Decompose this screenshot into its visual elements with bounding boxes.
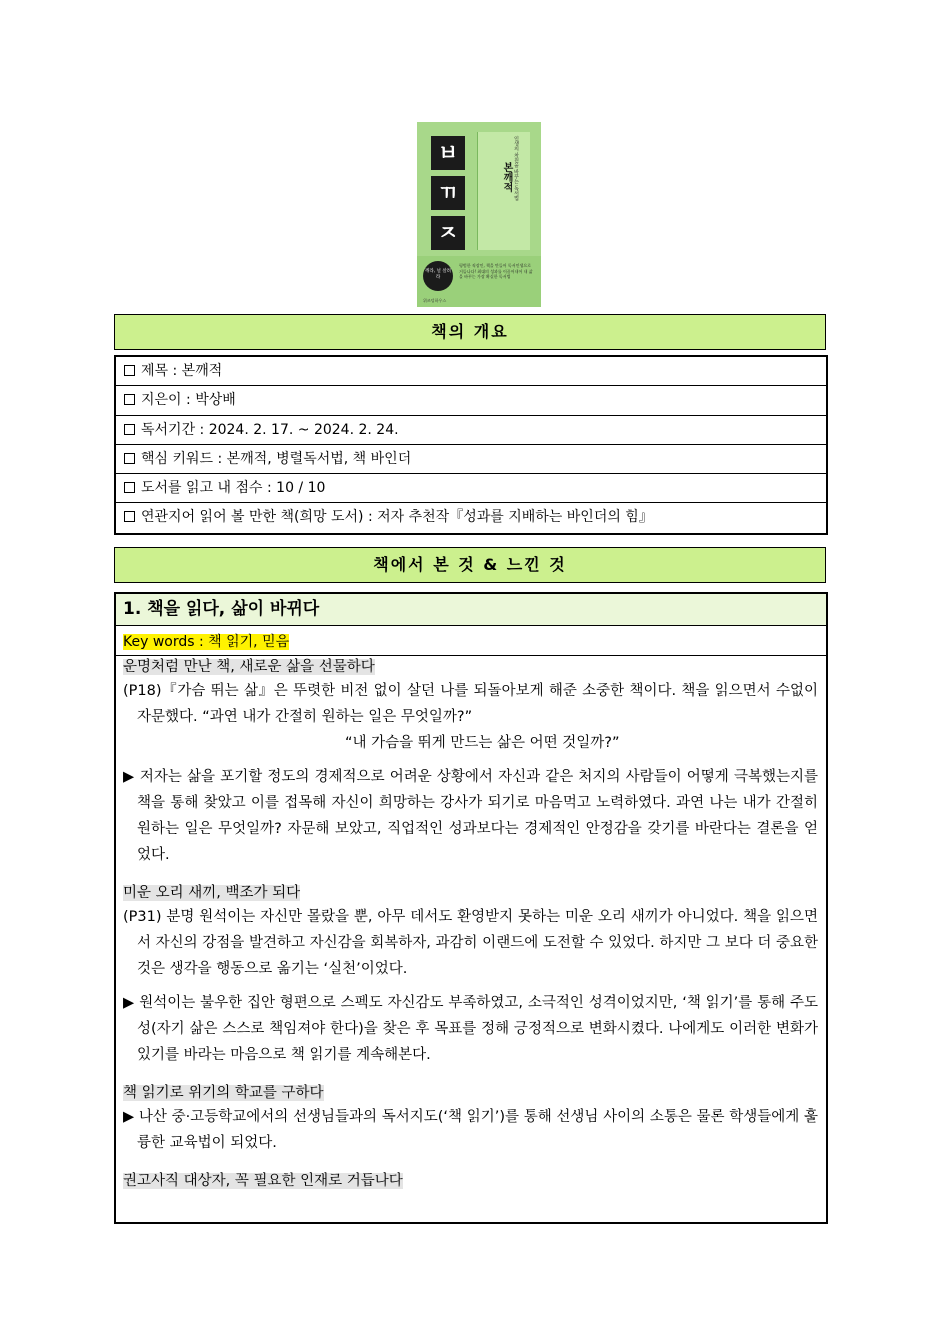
overview-header: 책의 개요 (114, 314, 826, 350)
overview-row-score (116, 474, 826, 503)
checkbox-icon (124, 394, 135, 405)
subheading-4 (116, 1170, 826, 1192)
book-cover-image (417, 122, 541, 307)
checkbox-icon (124, 482, 135, 493)
checkbox-icon (124, 365, 135, 376)
cover-glyph-3: ㅈ (431, 216, 465, 250)
section-header: 책에서 본 것 & 느낀 것 (114, 547, 826, 583)
subheading-text: 운명처럼 만난 책, 새로운 삶을 선물하다 (123, 659, 375, 675)
keywords-line (116, 626, 826, 656)
cover-badge: 깨라, 널 살려라 (423, 261, 453, 291)
cover-glyph-2: ㄲ (431, 176, 465, 210)
overview-row-text: 제목 : 본깨적 (141, 363, 223, 379)
reflection-3: ▶ 나산 중·고등학교에서의 선생님들과의 독서지도(‘책 읽기’)를 통해 선생님 사이의 소통은 물론 학생들에게 훌륭한 교육법이 되었다. (123, 1109, 818, 1151)
overview-row-period (116, 416, 826, 445)
overview-row-related (116, 503, 826, 532)
chapter-title: 1. 책을 읽다, 삶이 바뀌다 (116, 594, 826, 626)
cover-title: 본깨적 (501, 162, 512, 192)
overview-row-text: 도서를 읽고 내 점수 : 10 / 10 (141, 480, 326, 497)
cover-publisher: 위즈덤하우스 (423, 298, 447, 303)
cover-blurb: 평범한 직장인, 책을 만들어 독서인생으로 거듭나다! 최대의 성과를 이끌어내어 내 삶을 바꾸는 가장 확실한 독서법 (459, 263, 533, 279)
subheading-text: 미운 오리 새끼, 백조가 되다 (123, 885, 301, 901)
overview-table (114, 355, 828, 535)
paragraph-quote-2: “내 가슴을 뛰게 만드는 삶은 어떤 것일까?” (345, 735, 620, 751)
keywords-text: Key words : 책 읽기, 믿음 (123, 634, 290, 650)
checkbox-icon (124, 424, 135, 435)
paragraph-quote-3: (P31) 분명 원석이는 자신만 몰랐을 뿐, 아무 데서도 환영받지 못하는 미운 오리 새끼가 아니었다. 책을 읽으면서 자신의 강점을 발견하고 자신감을 회복하자, 과감히 이랜드에 도전할 수 있었다. 하지만 그 보다 더 중요한 것은 생각을 행동으로 옮기는 ‘실천’이었다. (123, 909, 818, 977)
overview-row-author (116, 386, 826, 415)
cover-subtitle: 인생의 차원을 바꾸는 독서법 (513, 136, 519, 201)
overview-row-text: 지은이 : 박상배 (141, 392, 236, 409)
overview-row-text: 연관지어 읽어 볼 만한 책(희망 도서) : 저자 추천작『성과를 지배하는 바인더의 힘』 (141, 509, 653, 526)
subheading-3 (116, 1082, 826, 1104)
checkbox-icon (124, 453, 135, 464)
subheading-2 (116, 882, 826, 904)
overview-row-keywords (116, 445, 826, 474)
reflection-2: ▶ 원석이는 불우한 집안 형편으로 스펙도 자신감도 부족하였고, 소극적인 성격이었지만, ‘책 읽기’를 통해 주도성(자기 삶은 스스로 책임져야 한다)을 찾은 후 목표를 정해 긍정적으로 변화시켰다. 나에게도 이러한 변화가 있기를 바라는 마음으로 책 읽기를 계속해본다. (123, 995, 818, 1063)
cover-glyph-1: ㅂ (431, 136, 465, 170)
overview-row-text: 핵심 키워드 : 본깨적, 병렬독서법, 책 바인더 (141, 450, 412, 467)
content-box (114, 592, 828, 1224)
reflection-1: ▶ 저자는 삶을 포기할 정도의 경제적으로 어려운 상황에서 자신과 같은 처지의 사람들이 어떻게 극복했는지를 책을 통해 찾았고 이를 접목해 자신이 희망하는 강사가 되기로 마음먹고 노력하였다. 과연 나는 내가 간절히 원하는 일은 무엇일까? 자문해 보았고, 직업적인 성과보다는 경제적인 안정감을 갖기를 바란다는 결론을 얻었다. (123, 769, 818, 863)
checkbox-icon (124, 511, 135, 522)
paragraph-quote-1: (P18)『가슴 뛰는 삶』은 뚜렷한 비전 없이 살던 나를 되돌아보게 해준 소중한 책이다. 책을 읽으면서 수없이 자문했다. “과연 내가 간절히 원하는 일은 무엇일까?” (123, 683, 818, 725)
overview-row-text: 독서기간 : 2024. 2. 17. ~ 2024. 2. 24. (141, 421, 399, 438)
subheading-1 (116, 656, 826, 678)
overview-row-title (116, 357, 826, 386)
subheading-text: 권고사직 대상자, 꼭 필요한 인재로 거듭나다 (123, 1173, 403, 1189)
subheading-text: 책 읽기로 위기의 학교를 구하다 (123, 1085, 324, 1101)
